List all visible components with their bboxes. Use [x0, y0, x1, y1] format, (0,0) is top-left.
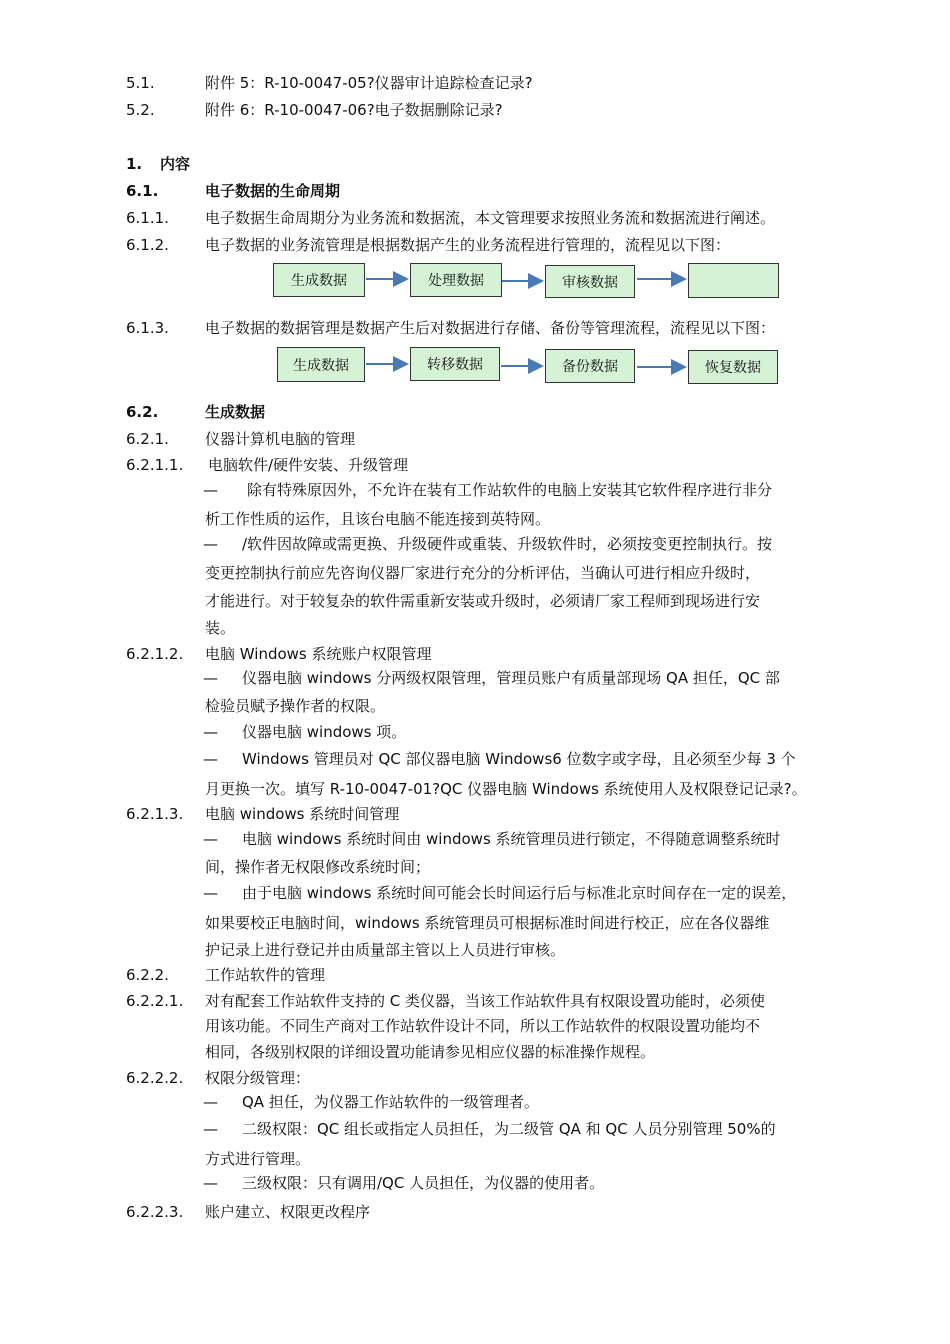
- flow1-step-process: 处理数据: [410, 263, 502, 297]
- section-6-2-1-2-text: 电脑 Windows 系统账户权限管理: [205, 645, 432, 663]
- section-6-2-2-2-number: 6.2.2.2.: [126, 1069, 184, 1087]
- section-6-2-2-1-number: 6.2.2.1.: [126, 992, 184, 1010]
- dash-marker: —: [203, 830, 218, 848]
- section-6-2-1-text: 仪器计算机电脑的管理: [205, 430, 356, 448]
- section-6-2-title: 生成数据: [205, 403, 266, 421]
- section-6-1-2-text: 电子数据的业务流管理是根据数据产生的业务流程进行管理的，流程见以下图：: [205, 236, 731, 254]
- section-6-2-1-number: 6.2.1.: [126, 430, 169, 448]
- section-6-1-title: 电子数据的生命周期: [205, 182, 341, 200]
- flow2-step-backup: 备份数据: [545, 349, 635, 383]
- para-7-line-b: 如果要校正电脑时间，windows 系统管理员可根据标准时间进行校正，应在各仪器维: [205, 914, 770, 932]
- para-3-line-a: 仪器电脑 windows 分两级权限管理，管理员账户有质量部现场 QA 担任，QC 部: [242, 669, 780, 687]
- dash-marker: —: [203, 535, 218, 553]
- para-6-line-b: 间，操作者无权限修改系统时间；: [205, 858, 431, 876]
- section-6-1-1-number: 6.1.1.: [126, 209, 169, 227]
- ref-5-1-number: 5.1.: [126, 74, 155, 92]
- section-6-2-2-2-text: 权限分级管理：: [205, 1069, 311, 1087]
- para-8-line-a: 对有配套工作站软件支持的 C 类仪器，当该工作站软件具有权限设置功能时，必须使: [205, 992, 766, 1010]
- para-2-line-c: 才能进行。对于较复杂的软件需重新安装或升级时，必须请厂家工程师到现场进行安: [205, 592, 761, 610]
- para-2-line-d: 装。: [205, 619, 236, 637]
- section-1-number: 1.: [126, 155, 143, 173]
- flow2-step-restore: 恢复数据: [688, 350, 778, 384]
- para-7-line-c: 护记录上进行登记并由质量部主管以上人员进行审核。: [205, 941, 566, 959]
- section-1-title: 内容: [160, 155, 191, 173]
- para-1-line-b: 析工作性质的运作，且该台电脑不能连接到英特网。: [205, 510, 551, 528]
- dash-marker: —: [203, 1093, 218, 1111]
- dash-marker: —: [203, 1120, 218, 1138]
- para-5-line-a: Windows 管理员对 QC 部仪器电脑 Windows6 位数字或字母，且必须至少每 3 个: [242, 750, 796, 768]
- para-2-line-a: /软件因故障或需更换、升级硬件或重装、升级软件时，必须按变更控制执行。按: [242, 535, 773, 553]
- section-6-1-3-number: 6.1.3.: [126, 319, 169, 337]
- para-5-line-b: 月更换一次。填写 R-10-0047-01?QC 仪器电脑 Windows 系统使用人及权限登记记录?。: [205, 780, 807, 798]
- section-6-1-1-text: 电子数据生命周期分为业务流和数据流，本文管理要求按照业务流和数据流进行阐述。: [205, 209, 776, 227]
- dash-marker: —: [203, 1174, 218, 1192]
- section-6-2-2-3-number: 6.2.2.3.: [126, 1203, 184, 1221]
- dash-marker: —: [203, 884, 218, 902]
- para-2-line-b: 变更控制执行前应先咨询仪器厂家进行充分的分析评估，当确认可进行相应升级时，: [205, 564, 761, 582]
- flow-arrows: [0, 0, 950, 420]
- section-6-2-1-2-number: 6.2.1.2.: [126, 645, 184, 663]
- section-6-2-2-3-text: 账户建立、权限更改程序: [205, 1203, 371, 1221]
- flow1-step-generate: 生成数据: [273, 263, 365, 297]
- flow1-step-review: 审核数据: [545, 265, 635, 298]
- para-11-line-a: 三级权限：只有调用/QC 人员担任，为仪器的使用者。: [242, 1174, 605, 1192]
- section-6-2-2-text: 工作站软件的管理: [205, 966, 326, 984]
- section-6-2-1-3-text: 电脑 windows 系统时间管理: [205, 805, 400, 823]
- section-6-1-number: 6.1.: [126, 182, 159, 200]
- flow2-step-generate: 生成数据: [277, 347, 365, 382]
- dash-marker: —: [203, 669, 218, 687]
- para-4-line-a: 仪器电脑 windows 项。: [242, 723, 407, 741]
- section-6-2-2-number: 6.2.2.: [126, 966, 169, 984]
- para-1-line-a: 除有特殊原因外，不允许在装有工作站软件的电脑上安装其它软件程序进行非分: [247, 481, 773, 499]
- para-8-line-b: 用该功能。不同生产商对工作站软件设计不同，所以工作站软件的权限设置功能均不: [205, 1017, 761, 1035]
- para-10-line-a: 二级权限：QC 组长或指定人员担任，为二级管 QA 和 QC 人员分别管理 50%的: [242, 1120, 776, 1138]
- section-6-2-1-3-number: 6.2.1.3.: [126, 805, 184, 823]
- section-6-1-2-number: 6.1.2.: [126, 236, 169, 254]
- ref-5-2-number: 5.2.: [126, 101, 155, 119]
- para-7-line-a: 由于电脑 windows 系统时间可能会长时间运行后与标准北京时间存在一定的误差，: [242, 884, 797, 902]
- dash-marker: —: [203, 723, 218, 741]
- section-6-2-1-1-number: 6.2.1.1.: [126, 456, 184, 474]
- section-6-2-1-1-text: 电脑软件/硬件安装、升级管理: [208, 456, 409, 474]
- para-6-line-a: 电脑 windows 系统时间由 windows 系统管理员进行锁定，不得随意调整系统时: [242, 830, 781, 848]
- section-6-2-number: 6.2.: [126, 403, 159, 421]
- para-10-line-b: 方式进行管理。: [205, 1150, 311, 1168]
- para-9-line-a: QA 担任，为仪器工作站软件的一级管理者。: [242, 1093, 539, 1111]
- section-6-1-3-text: 电子数据的数据管理是数据产生后对数据进行存储、备份等管理流程，流程见以下图：: [205, 319, 776, 337]
- flow2-step-transfer: 转移数据: [410, 347, 500, 381]
- para-8-line-c: 相同，各级别权限的详细设置功能请参见相应仪器的标准操作规程。: [205, 1043, 656, 1061]
- ref-5-1-text: 附件 5：R-10-0047-05?仪器审计追踪检查记录?: [205, 74, 533, 92]
- ref-5-2-text: 附件 6：R-10-0047-06?电子数据删除记录?: [205, 101, 503, 119]
- dash-marker: —: [203, 481, 218, 499]
- dash-marker: —: [203, 750, 218, 768]
- para-3-line-b: 检验员赋予操作者的权限。: [205, 697, 386, 715]
